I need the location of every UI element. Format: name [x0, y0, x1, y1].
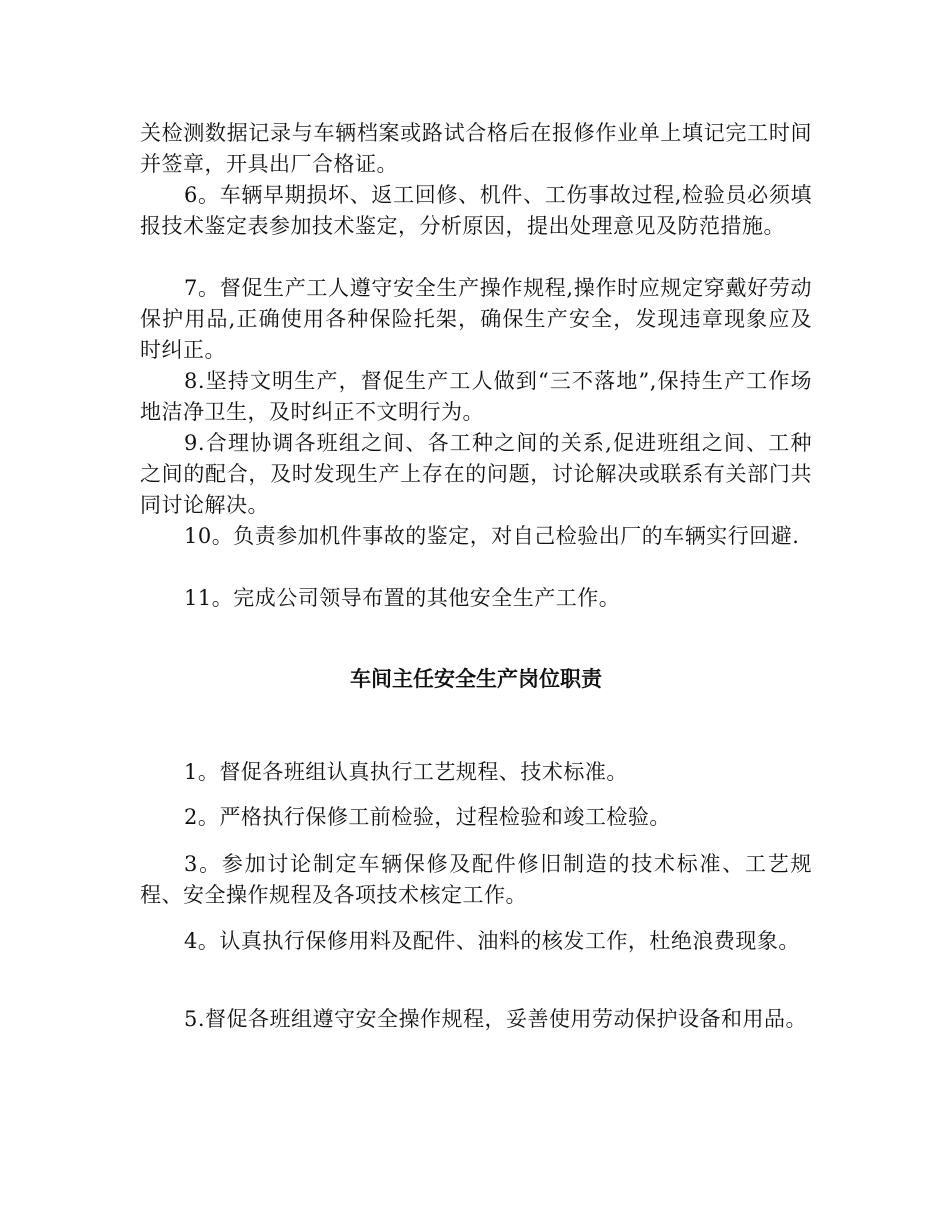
duty-1: 1。督促各班组认真执行工艺规程、技术标准。: [184, 760, 628, 784]
clause-9: 9.合理协调各班组之间、各工种之间的关系,促进班组之间、工种之间的配合，及时发现生产上存在的问题，讨论解决或联系有关部门共同讨论解决。: [140, 431, 812, 517]
clause-6: 6。车辆早期损坏、返工回修、机件、工伤事故过程,检验员必须填报技术鉴定表参加技术鉴定，分析原因，提出处理意见及防范措施。: [140, 183, 812, 238]
duty-3: 3。参加讨论制定车辆保修及配件修旧制造的技术标准、工艺规程、安全操作规程及各项技术核定工作。: [140, 852, 812, 907]
section-title: 车间主任安全生产岗位职责: [350, 667, 602, 691]
clause-11: 11。完成公司领导布置的其他安全生产工作。: [184, 586, 621, 610]
duty-4: 4。认真执行保修用料及配件、油料的核发工作，杜绝浪费现象。: [184, 929, 800, 953]
clause-10: 10。负责参加机件事故的鉴定，对自己检验出厂的车辆实行回避.: [184, 524, 800, 548]
continuation-paragraph: 关检测数据记录与车辆档案或路试合格后在报修作业单上填记完工时间并签章，开具出厂合格证。: [140, 121, 812, 176]
clause-8: 8.坚持文明生产，督促生产工人做到“三不落地”,保持生产工作场地洁净卫生，及时纠正不文明行为。: [140, 369, 812, 424]
clause-7: 7。督促生产工人遵守安全生产操作规程,操作时应规定穿戴好劳动保护用品,正确使用各种保险托架，确保生产安全，发现违章现象应及时纠正。: [140, 276, 812, 362]
duty-5: 5.督促各班组遵守安全操作规程，妥善使用劳动保护设备和用品。: [184, 1007, 808, 1031]
duty-2: 2。严格执行保修工前检验，过程检验和竣工检验。: [184, 805, 671, 829]
